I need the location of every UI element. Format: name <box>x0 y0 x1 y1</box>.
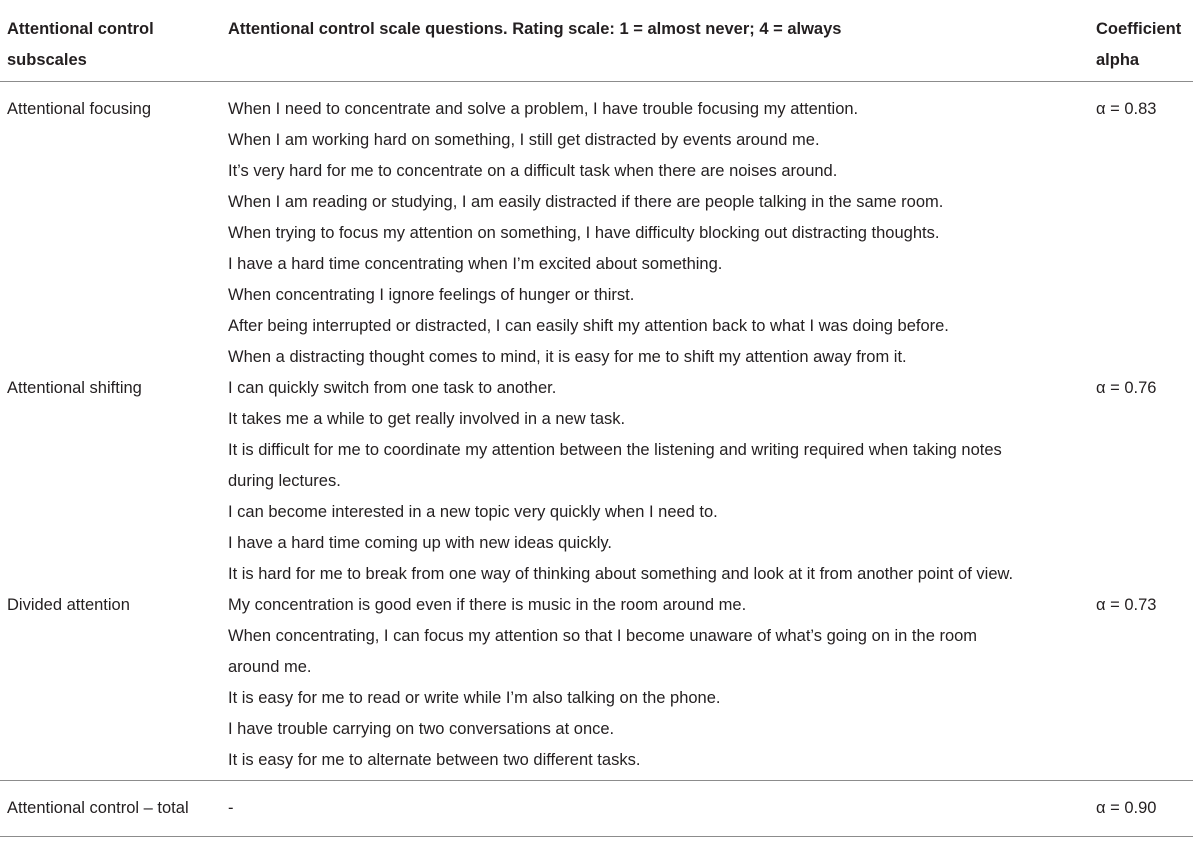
question-line: When concentrating, I can focus my attention so that I become unaware of what’s going on in the room <box>228 627 978 645</box>
question-line: during lectures. <box>228 472 341 490</box>
question-line: After being interrupted or distracted, I can easily shift my attention back to what I was doing before. <box>228 317 949 335</box>
question-line: It is hard for me to break from one way of thinking about something and look at it from another point of view. <box>228 565 1014 583</box>
question-line: I can become interested in a new topic very quickly when I need to. <box>228 503 718 521</box>
alpha-focusing: α = 0.83 <box>1096 100 1157 118</box>
alpha-divided: α = 0.73 <box>1096 596 1157 614</box>
question-line: When trying to focus my attention on something, I have difficulty blocking out distracting thoughts. <box>228 224 940 242</box>
question-line: I can quickly switch from one task to another. <box>228 379 557 397</box>
question-line: It is easy for me to read or write while I’m also talking on the phone. <box>228 689 721 707</box>
question-line: around me. <box>228 658 312 676</box>
subscale-focusing: Attentional focusing <box>7 100 152 118</box>
header-subscales-line2: subscales <box>7 51 87 69</box>
header-alpha-line2: alpha <box>1096 51 1140 69</box>
subscale-shifting: Attentional shifting <box>7 379 142 397</box>
subscale-divided: Divided attention <box>7 596 130 614</box>
header-divider <box>0 81 1193 82</box>
question-line: It’s very hard for me to concentrate on a difficult task when there are noises around. <box>228 162 838 180</box>
question-line: When I am reading or studying, I am easily distracted if there are people talking in the same room. <box>228 193 944 211</box>
header-alpha-line1: Coefficient <box>1096 20 1182 38</box>
question-line: It is difficult for me to coordinate my attention between the listening and writing required when taking notes <box>228 441 1002 459</box>
question-line: When I need to concentrate and solve a problem, I have trouble focusing my attention. <box>228 100 859 118</box>
question-line: I have a hard time coming up with new ideas quickly. <box>228 534 612 552</box>
question-list <box>228 94 1013 776</box>
header-questions: Attentional control scale questions. Rating scale: 1 = almost never; 4 = always <box>228 20 842 38</box>
bottom-divider <box>0 836 1193 837</box>
question-line: I have trouble carrying on two conversations at once. <box>228 720 615 738</box>
total-questions: - <box>228 799 234 817</box>
total-label: Attentional control – total <box>7 799 189 817</box>
total-divider <box>0 780 1193 781</box>
header-subscales-line1: Attentional control <box>7 20 154 38</box>
question-line: When I am working hard on something, I still get distracted by events around me. <box>228 131 820 149</box>
alpha-shifting: α = 0.76 <box>1096 379 1157 397</box>
question-line: My concentration is good even if there is music in the room around me. <box>228 596 747 614</box>
question-line: It takes me a while to get really involved in a new task. <box>228 410 626 428</box>
question-line: It is easy for me to alternate between two different tasks. <box>228 751 641 769</box>
question-line: When a distracting thought comes to mind, it is easy for me to shift my attention away from it. <box>228 348 907 366</box>
total-alpha: α = 0.90 <box>1096 799 1157 817</box>
question-line: When concentrating I ignore feelings of hunger or thirst. <box>228 286 635 304</box>
question-line: I have a hard time concentrating when I’m excited about something. <box>228 255 723 273</box>
